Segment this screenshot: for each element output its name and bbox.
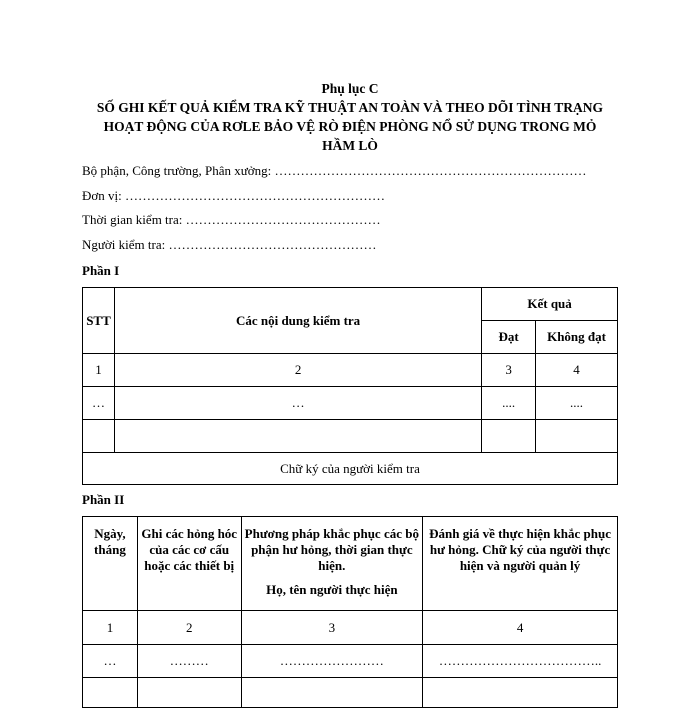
- table-cell: 4: [536, 354, 618, 387]
- table-cell: 1: [83, 354, 115, 387]
- table-cell: [241, 678, 423, 708]
- header-content: Các nội dung kiểm tra: [114, 288, 481, 354]
- document-title-line-1: SỐ GHI KẾT QUẢ KIỂM TRA KỸ THUẬT AN TOÀN VÀ THEO DÕI TÌNH TRẠNG: [96, 100, 604, 115]
- table-cell: 2: [137, 611, 241, 645]
- table-row: [83, 387, 618, 420]
- table-cell: 1: [83, 611, 138, 645]
- table-cell: ....: [482, 387, 536, 420]
- table-cell: ....: [536, 387, 618, 420]
- part-1-table: [82, 287, 618, 485]
- header-method-text: Phương pháp khắc phục các bộ phận hư hỏng, thời gian thực hiện.: [244, 526, 419, 573]
- table-cell: 2: [114, 354, 481, 387]
- inspection-time-line: Thời gian kiểm tra: ………………………………………: [82, 212, 381, 227]
- header-result: Kết quả: [482, 288, 618, 321]
- table-cell: 3: [482, 354, 536, 387]
- table-cell: …: [114, 387, 481, 420]
- table-row: [83, 645, 618, 678]
- header-method: [241, 517, 423, 611]
- document-title-line-2: HOẠT ĐỘNG CỦA RƠLE BẢO VỆ RÒ ĐIỆN PHÒNG NỔ SỬ DỤNG TRONG MỎ: [103, 119, 597, 134]
- table-cell: [114, 420, 481, 453]
- inspector-line: Người kiểm tra: …………………………………………: [82, 237, 377, 252]
- table-cell: ………: [137, 645, 241, 678]
- header-date: Ngày, tháng: [83, 517, 138, 611]
- table-cell: ……………………: [241, 645, 423, 678]
- table-cell: [83, 678, 138, 708]
- table-cell: [137, 678, 241, 708]
- header-method-sub: Họ, tên người thực hiện: [266, 582, 398, 597]
- header-damage: Ghi các hỏng hóc của các cơ cấu hoặc các thiết bị: [137, 517, 241, 611]
- table-row: [83, 678, 618, 708]
- table-cell: [423, 678, 618, 708]
- table-cell: …: [83, 387, 115, 420]
- table-cell: ………………………………..: [423, 645, 618, 678]
- table-cell: [83, 420, 115, 453]
- header-fail: Không đạt: [536, 321, 618, 354]
- header-stt: STT: [83, 288, 115, 354]
- table-cell: 3: [241, 611, 423, 645]
- part-2-table: [82, 516, 618, 708]
- unit-line: Đơn vị: ……………………………………………………: [82, 188, 385, 203]
- table-cell: 4: [423, 611, 618, 645]
- appendix-label: Phụ lục C: [321, 81, 379, 96]
- table-row: [83, 420, 618, 453]
- part-1-heading: Phần I: [82, 263, 120, 278]
- table-row: [83, 354, 618, 387]
- table-row: [83, 611, 618, 645]
- document-title-line-3: HẦM LÒ: [322, 138, 378, 153]
- table-cell: [482, 420, 536, 453]
- table-cell: …: [83, 645, 138, 678]
- inspector-signature-cell: Chữ ký của người kiểm tra: [83, 453, 618, 485]
- department-line: Bộ phận, Công trường, Phân xưởng: ………………………………………………………………: [82, 163, 587, 178]
- header-pass: Đạt: [482, 321, 536, 354]
- table-cell: [536, 420, 618, 453]
- header-evaluation: Đánh giá về thực hiện khắc phục hư hỏng. Chữ ký của người thực hiện và người quản lý: [423, 517, 618, 611]
- part-2-heading: Phần II: [82, 492, 125, 507]
